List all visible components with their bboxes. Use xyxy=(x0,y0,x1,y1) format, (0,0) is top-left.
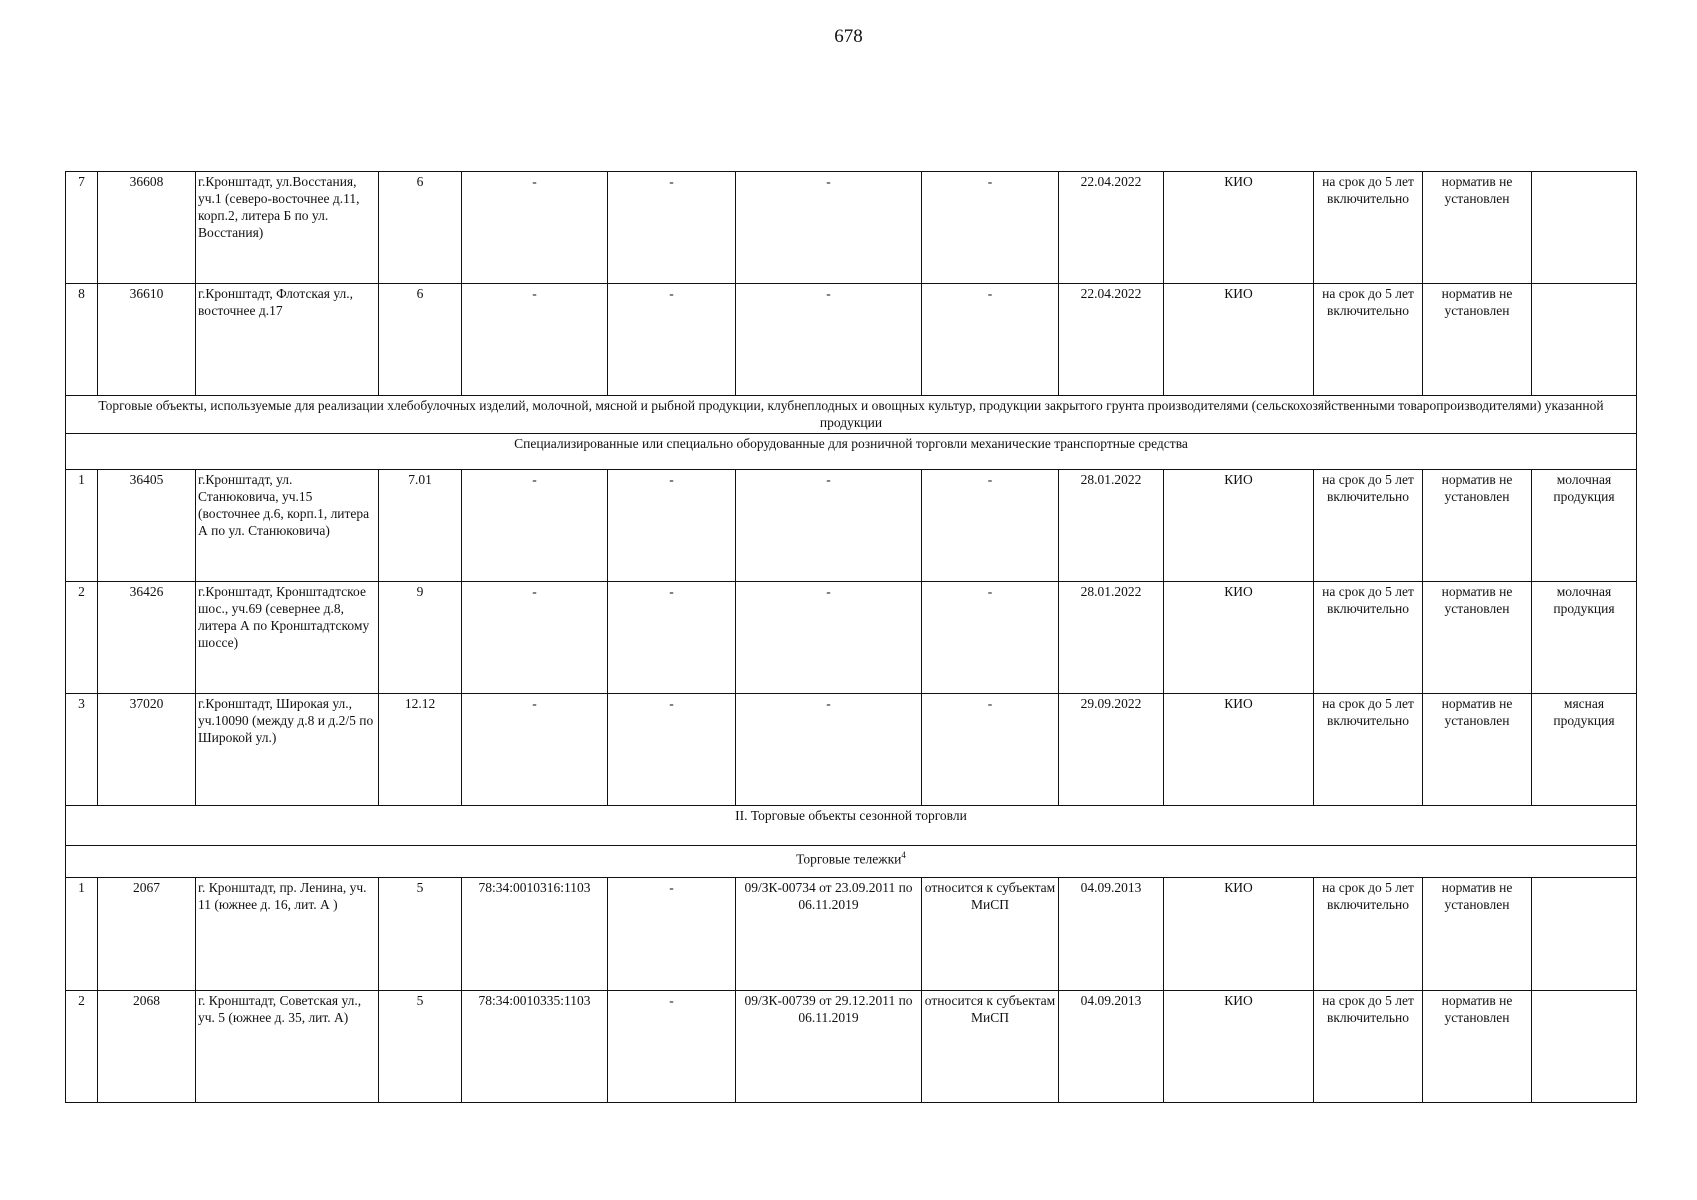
business-category: - xyxy=(922,284,1059,396)
norm-status: норматив не установлен xyxy=(1423,990,1532,1102)
cadastral-number: - xyxy=(462,581,608,693)
placement-term: на срок до 5 лет включительно xyxy=(1314,469,1423,581)
object-area: 6 xyxy=(379,172,462,284)
page-number: 678 xyxy=(834,26,863,47)
contract-info: - xyxy=(736,469,922,581)
object-area: 5 xyxy=(379,878,462,990)
authority: КИО xyxy=(1164,469,1314,581)
cadastral-number: - xyxy=(462,284,608,396)
table-row xyxy=(66,172,1637,284)
specialization: мясная продукция xyxy=(1532,694,1637,806)
section-heading-vehicles: Специализированные или специально оборудованные для розничной торговли механические транспортные средства xyxy=(66,433,1637,469)
norm-status: норматив не установлен xyxy=(1423,172,1532,284)
row-number: 1 xyxy=(66,878,98,990)
column-6-value: - xyxy=(608,172,736,284)
row-number: 2 xyxy=(66,990,98,1102)
cadastral-number: - xyxy=(462,172,608,284)
inclusion-date: 04.09.2013 xyxy=(1059,878,1164,990)
cadastral-number: 78:34:0010316:1103 xyxy=(462,878,608,990)
placement-term: на срок до 5 лет включительно xyxy=(1314,581,1423,693)
specialization xyxy=(1532,990,1637,1102)
authority: КИО xyxy=(1164,172,1314,284)
norm-status: норматив не установлен xyxy=(1423,694,1532,806)
object-id: 36426 xyxy=(98,581,196,693)
authority: КИО xyxy=(1164,284,1314,396)
placement-term: на срок до 5 лет включительно xyxy=(1314,694,1423,806)
row-number: 2 xyxy=(66,581,98,693)
trade-objects-table xyxy=(65,171,1637,1103)
column-6-value: - xyxy=(608,581,736,693)
section-heading-carts xyxy=(66,846,1637,878)
column-6-value: - xyxy=(608,284,736,396)
section-heading-food-producers: Торговые объекты, используемые для реализации хлебобулочных изделий, молочной, мясной и рыбной продукции, клубнеплодных и овощных культур, продукции закрытого грунта производителями (сельскохозяйственными товаропроизводителями) указанной продукции xyxy=(66,396,1637,433)
specialization xyxy=(1532,284,1637,396)
authority: КИО xyxy=(1164,878,1314,990)
row-number: 1 xyxy=(66,469,98,581)
row-number: 8 xyxy=(66,284,98,396)
business-category: относится к субъектам МиСП xyxy=(922,990,1059,1102)
table-row xyxy=(66,469,1637,581)
object-area: 7.01 xyxy=(379,469,462,581)
authority: КИО xyxy=(1164,581,1314,693)
section-row xyxy=(66,806,1637,846)
contract-info: 09/ЗК-00739 от 29.12.2011 по 06.11.2019 xyxy=(736,990,922,1102)
contract-info: - xyxy=(736,172,922,284)
specialization xyxy=(1532,172,1637,284)
norm-status: норматив не установлен xyxy=(1423,469,1532,581)
footnote-marker: 4 xyxy=(901,850,906,861)
object-address: г.Кронштадт, ул. Станюковича, уч.15 (восточнее д.6, корп.1, литера А по ул. Станюковича) xyxy=(196,469,379,581)
contract-info: 09/ЗК-00734 от 23.09.2011 по 06.11.2019 xyxy=(736,878,922,990)
object-area: 9 xyxy=(379,581,462,693)
object-area: 6 xyxy=(379,284,462,396)
column-6-value: - xyxy=(608,990,736,1102)
column-6-value: - xyxy=(608,469,736,581)
specialization: молочная продукция xyxy=(1532,469,1637,581)
object-area: 5 xyxy=(379,990,462,1102)
specialization xyxy=(1532,878,1637,990)
cadastral-number: 78:34:0010335:1103 xyxy=(462,990,608,1102)
inclusion-date: 29.09.2022 xyxy=(1059,694,1164,806)
inclusion-date: 22.04.2022 xyxy=(1059,284,1164,396)
table-row xyxy=(66,694,1637,806)
object-id: 36608 xyxy=(98,172,196,284)
object-address: г. Кронштадт, пр. Ленина, уч. 11 (южнее д. 16, лит. А ) xyxy=(196,878,379,990)
section-row xyxy=(66,396,1637,433)
object-address: г.Кронштадт, ул.Восстания, уч.1 (северо-восточнее д.11, корп.2, литера Б по ул. Восстания) xyxy=(196,172,379,284)
cadastral-number: - xyxy=(462,694,608,806)
business-category: - xyxy=(922,581,1059,693)
row-number: 7 xyxy=(66,172,98,284)
row-number: 3 xyxy=(66,694,98,806)
contract-info: - xyxy=(736,581,922,693)
specialization: молочная продукция xyxy=(1532,581,1637,693)
placement-term: на срок до 5 лет включительно xyxy=(1314,878,1423,990)
business-category: - xyxy=(922,172,1059,284)
section-heading-seasonal: II. Торговые объекты сезонной торговли xyxy=(66,806,1637,846)
object-address: г. Кронштадт, Советская ул., уч. 5 (южнее д. 35, лит. А) xyxy=(196,990,379,1102)
placement-term: на срок до 5 лет включительно xyxy=(1314,990,1423,1102)
norm-status: норматив не установлен xyxy=(1423,878,1532,990)
table-row xyxy=(66,284,1637,396)
table-row xyxy=(66,878,1637,990)
section-heading-carts-text: Торговые тележки xyxy=(796,851,902,867)
section-row xyxy=(66,846,1637,878)
norm-status: норматив не установлен xyxy=(1423,581,1532,693)
table-row xyxy=(66,990,1637,1102)
object-id: 36405 xyxy=(98,469,196,581)
inclusion-date: 22.04.2022 xyxy=(1059,172,1164,284)
contract-info: - xyxy=(736,694,922,806)
contract-info: - xyxy=(736,284,922,396)
object-id: 2067 xyxy=(98,878,196,990)
object-address: г.Кронштадт, Флотская ул., восточнее д.17 xyxy=(196,284,379,396)
inclusion-date: 28.01.2022 xyxy=(1059,469,1164,581)
object-area: 12.12 xyxy=(379,694,462,806)
object-address: г.Кронштадт, Кронштадтское шос., уч.69 (севернее д.8, литера А по Кронштадтскому шоссе) xyxy=(196,581,379,693)
object-id: 2068 xyxy=(98,990,196,1102)
object-id: 36610 xyxy=(98,284,196,396)
table-row xyxy=(66,581,1637,693)
placement-term: на срок до 5 лет включительно xyxy=(1314,172,1423,284)
column-6-value: - xyxy=(608,878,736,990)
section-row xyxy=(66,433,1637,469)
authority: КИО xyxy=(1164,990,1314,1102)
object-address: г.Кронштадт, Широкая ул., уч.10090 (между д.8 и д.2/5 по Широкой ул.) xyxy=(196,694,379,806)
placement-term: на срок до 5 лет включительно xyxy=(1314,284,1423,396)
business-category: относится к субъектам МиСП xyxy=(922,878,1059,990)
business-category: - xyxy=(922,694,1059,806)
object-id: 37020 xyxy=(98,694,196,806)
inclusion-date: 28.01.2022 xyxy=(1059,581,1164,693)
business-category: - xyxy=(922,469,1059,581)
norm-status: норматив не установлен xyxy=(1423,284,1532,396)
authority: КИО xyxy=(1164,694,1314,806)
cadastral-number: - xyxy=(462,469,608,581)
inclusion-date: 04.09.2013 xyxy=(1059,990,1164,1102)
column-6-value: - xyxy=(608,694,736,806)
